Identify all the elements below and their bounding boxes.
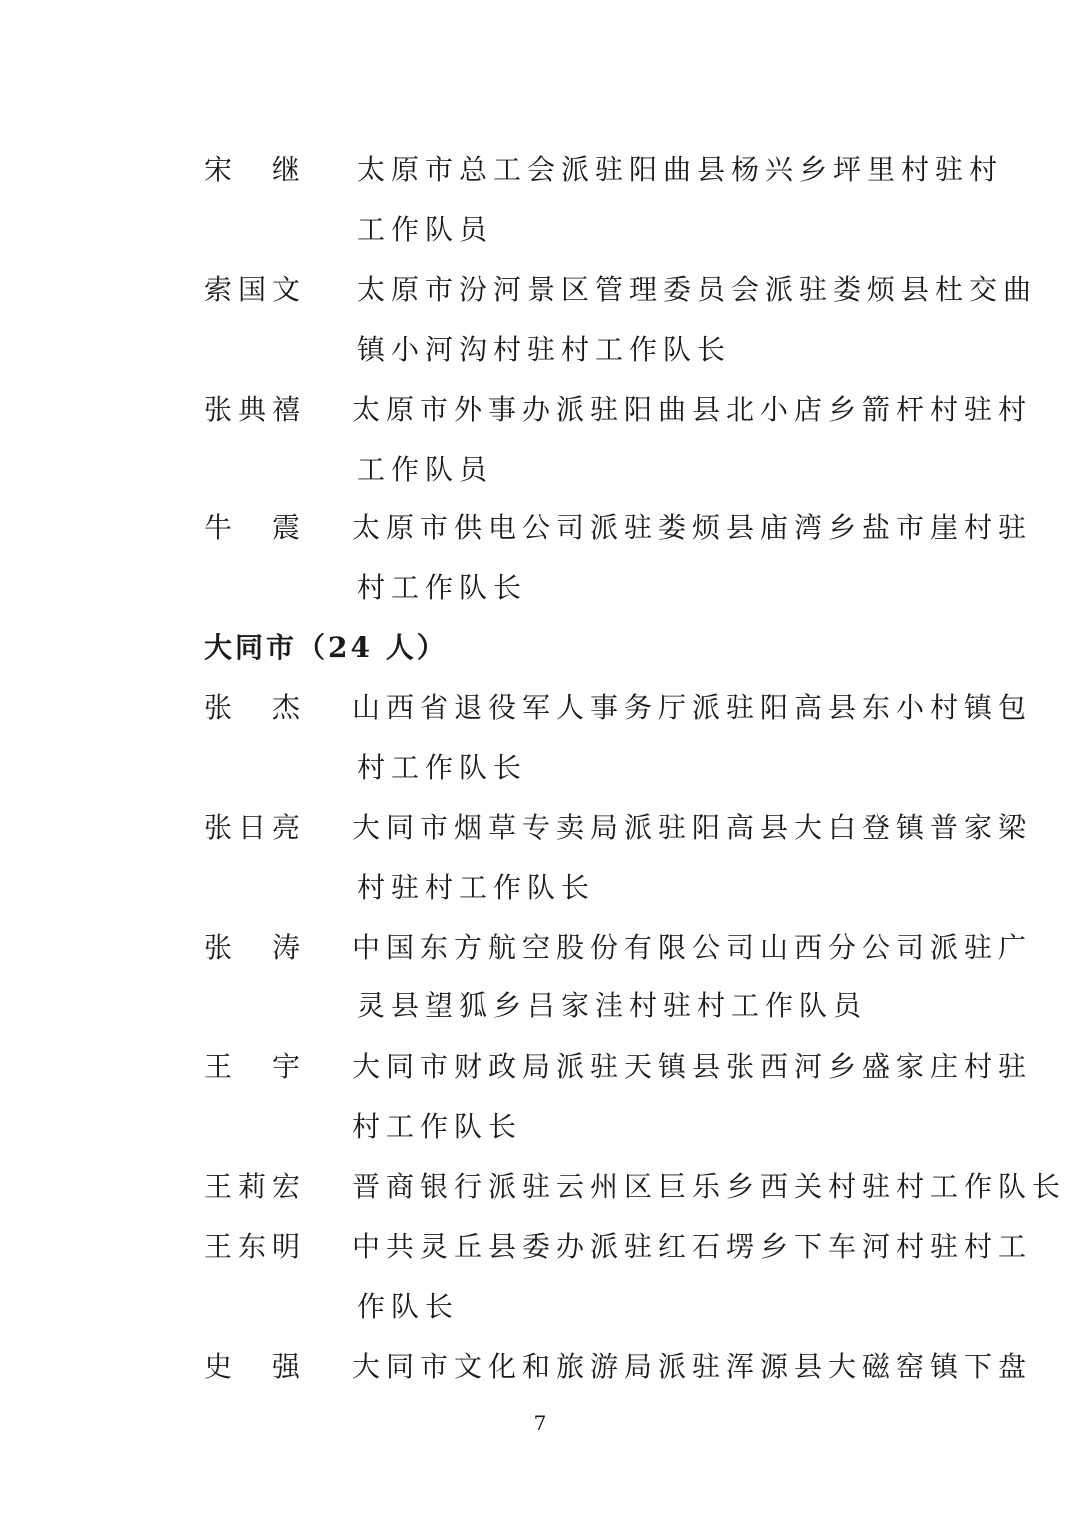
entry-description-continued: 镇小河沟村驻村工作队长 [357,333,732,366]
entry-name: 张典禧 [204,393,307,426]
entry-description: 中共灵丘县委办派驻红石塄乡下车河村驻村工 [352,1230,1033,1263]
entry-description: 大同市财政局派驻天镇县张西河乡盛家庄村驻 [352,1050,1033,1083]
entry-description: 太原市总工会派驻阳曲县杨兴乡坪里村驻村 [357,153,1004,186]
entry-description: 晋商银行派驻云州区巨乐乡西关村驻村工作队长 [352,1170,1067,1203]
entry-description: 太原市外事办派驻阳曲县北小店乡箭杆村驻村 [352,393,1033,426]
section-heading: 大同市（24 人） [204,631,448,664]
entry-description-continued: 工作队员 [357,453,494,486]
entry-name: 王莉宏 [204,1170,307,1203]
entry-description-continued: 工作队员 [357,213,494,246]
entry-description-continued: 作队长 [357,1290,460,1323]
entry-description-continued: 村驻村工作队长 [357,871,596,904]
entry-name: 张 杰 [204,691,307,724]
entry-name: 史 强 [204,1350,307,1383]
entry-name: 张日亮 [204,811,307,844]
entry-name: 宋 继 [204,153,307,186]
entry-description-continued: 灵县望狐乡吕家洼村驻村工作队员 [357,989,868,1022]
entry-description: 大同市文化和旅游局派驻浑源县大磁窑镇下盘 [352,1350,1033,1383]
entry-name: 王 宇 [204,1050,307,1083]
entry-description: 太原市供电公司派驻娄烦县庙湾乡盐市崖村驻 [352,511,1033,544]
entry-name: 张 涛 [204,931,307,964]
entry-description-continued: 村工作队长 [352,1110,523,1143]
entry-description: 中国东方航空股份有限公司山西分公司派驻广 [352,931,1033,964]
entry-name: 王东明 [204,1230,307,1263]
entry-name: 索国文 [204,273,307,306]
page-number: 7 [533,1411,547,1435]
entry-description: 太原市汾河景区管理委员会派驻娄烦县杜交曲 [357,273,1038,306]
entry-description-continued: 村工作队长 [357,751,528,784]
entry-description: 山西省退役军人事务厅派驻阳高县东小村镇包 [352,691,1033,724]
entry-description: 大同市烟草专卖局派驻阳高县大白登镇普家梁 [352,811,1033,844]
entry-name: 牛 震 [204,511,307,544]
entry-description-continued: 村工作队长 [357,571,528,604]
